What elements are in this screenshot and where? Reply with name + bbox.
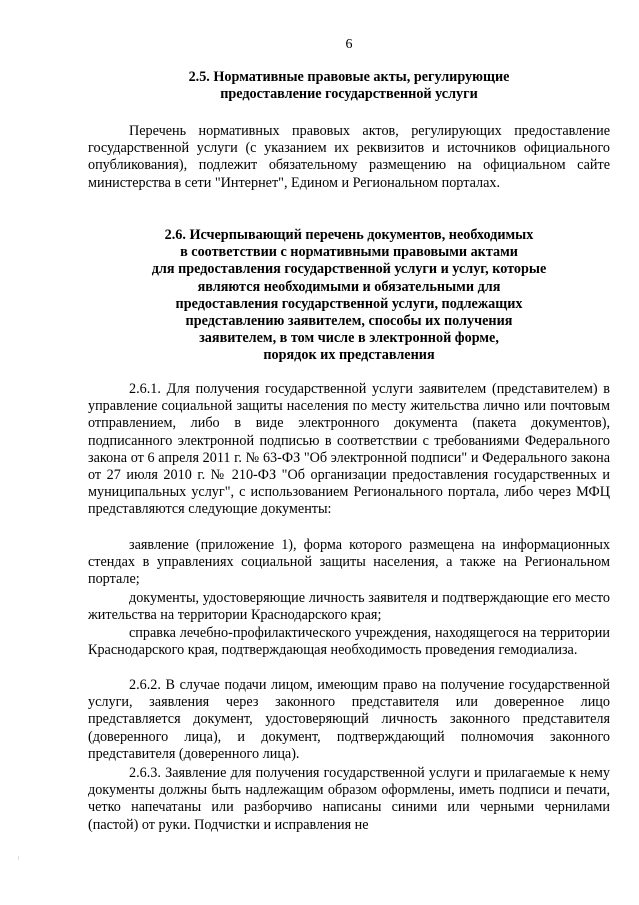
document-item-medical-certificate: справка лечебно-профилактического учреждения, находящегося на территории Краснодарского края, подтверждающая необходимость проведения гемодиализа. [88,625,610,659]
paragraph-2-6-3: 2.6.3. Заявление для получения государственной услуги и прилагаемые к нему документы должны быть надлежащим образом оформлены, иметь подписи и печати, четко напечатаны или разборчиво написаны синими или черными чернилами (пастой) от руки. Подчистки и исправления не [88,765,610,833]
section-2-5-heading [88,69,610,103]
heading-line: 2.6. Исчерпывающий перечень документов, необходимых [164,227,534,243]
section-2-5-paragraph: Перечень нормативных правовых актов, регулирующих предоставление государственной услуги (с указанием их реквизитов и источников официального опубликования), подлежит обязательному размещению на официальном сайте министерства в сети "Интернет", Едином и Региональном порталах. [88,123,610,191]
section-2-6-heading [88,227,610,365]
heading-line: предоставления государственной услуги, подлежащих [175,295,523,312]
paragraph-2-6-2: 2.6.2. В случае подачи лицом, имеющим право на получение государственной услуги, заявления через законного представителя или доверенное лицо представляется документ, удостоверяющий личность законного представителя (доверенного лица), и документ, подтверждающий полномочия законного представителя (доверенного лица). [88,677,610,762]
heading-line: в соответствии с нормативными правовыми актами [180,244,518,261]
heading-line: 2.5. Нормативные правовые акты, регулирующие [188,69,510,85]
heading-line: заявителем, в том числе в электронной форме, [199,330,499,347]
heading-line: являются необходимыми и обязательными для [197,278,501,295]
document-item-identity: документы, удостоверяющие личность заявителя и подтверждающие его место жительства на территории Краснодарского края; [88,590,610,624]
document-item-application: заявление (приложение 1), форма которого размещена на информационных стендах в управлениях социальной защиты населения, а также на Региональном портале; [88,537,610,588]
paragraph-2-6-1: 2.6.1. Для получения государственной услуги заявителем (представителем) в управление социальной защиты населения по месту жительства лично или почтовым отправлением, либо в виде электронного документа (пакета документов), подписанного электронной подписью в соответствии с требованиями Федерального закона от 6 апреля 2011 г. № 63-ФЗ "Об электронной подписи" и Федерального закона от 27 июля 2010 г. № 210-ФЗ "Об организации предоставления государственных и муниципальных услуг", с использованием Регионального портала, либо через МФЦ представляются следующие документы: [88,381,610,518]
scan-mark [18,856,23,860]
heading-line: для предоставления государственной услуги и услуг, которые [151,261,547,278]
heading-line: порядок их представления [263,347,435,364]
heading-line: представлению заявителем, способы их получения [185,313,513,330]
page-number: 6 [345,37,353,52]
heading-line: предоставление государственной услуги [220,86,478,103]
